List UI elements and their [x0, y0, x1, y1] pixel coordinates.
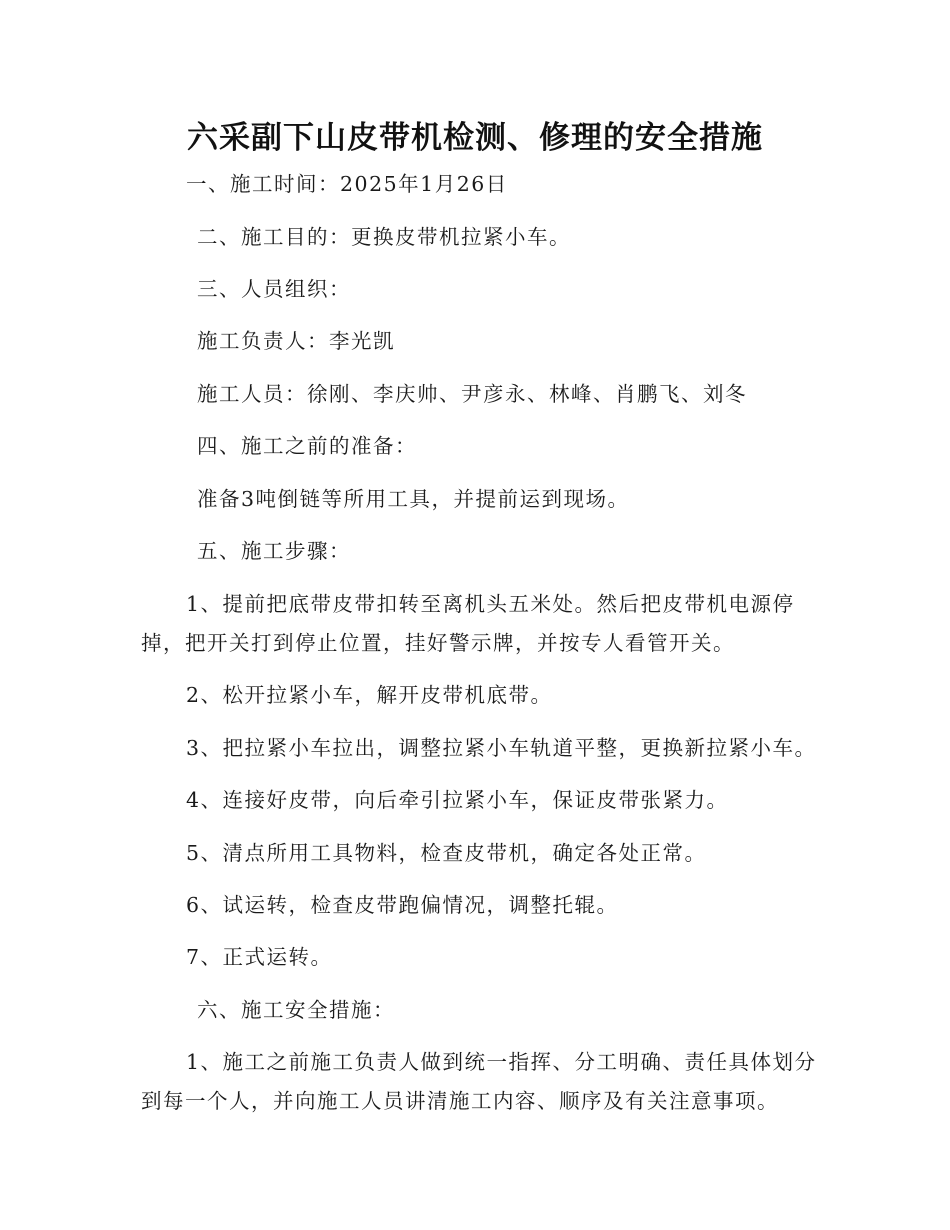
section-construction-purpose: 二、施工目的：更换皮带机拉紧小车。: [197, 225, 571, 249]
step-1-line-1: 1、提前把底带皮带扣转至离机头五米处。然后把皮带机电源停: [186, 592, 795, 616]
step-6: 6、试运转，检查皮带跑偏情况，调整托辊。: [186, 893, 619, 917]
section-construction-time: 一、施工时间：2025年1月26日: [186, 172, 508, 196]
step-5: 5、清点所用工具物料，检查皮带机，确定各处正常。: [186, 841, 707, 865]
safety-1-line-2: 到每一个人，并向施工人员讲清施工内容、顺序及有关注意事项。: [141, 1089, 779, 1113]
section-safety-heading: 六、施工安全措施：: [197, 998, 395, 1022]
step-2: 2、松开拉紧小车，解开皮带机底带。: [186, 683, 553, 707]
section-steps-heading: 五、施工步骤：: [197, 539, 351, 563]
safety-1-line-1: 1、施工之前施工负责人做到统一指挥、分工明确、责任具体划分: [186, 1050, 817, 1074]
step-1-line-2: 掉，把开关打到停止位置，挂好警示牌，并按专人看管开关。: [141, 631, 735, 655]
document-title: 六采副下山皮带机检测、修理的安全措施: [187, 120, 763, 156]
step-7: 7、正式运转。: [186, 945, 333, 969]
step-3: 3、把拉紧小车拉出，调整拉紧小车轨道平整，更换新拉紧小车。: [186, 736, 817, 760]
construction-staff: 施工人员：徐刚、李庆帅、尹彦永、林峰、肖鹏飞、刘冬: [197, 382, 747, 406]
step-4: 4、连接好皮带，向后牵引拉紧小车，保证皮带张紧力。: [186, 788, 729, 812]
section-personnel-heading: 三、人员组织：: [197, 277, 351, 301]
person-in-charge: 施工负责人：李光凯: [197, 329, 395, 353]
preparation-text: 准备3吨倒链等所用工具，并提前运到现场。: [197, 487, 630, 511]
section-preparation-heading: 四、施工之前的准备：: [197, 434, 417, 458]
